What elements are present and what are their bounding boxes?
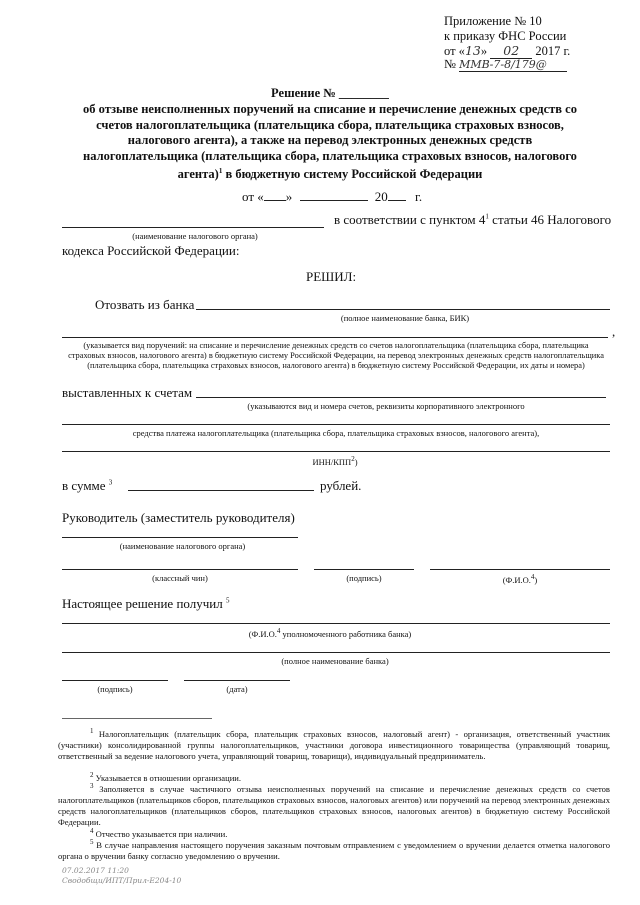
decision-title-end: в бюджетную систему Российской Федерации xyxy=(222,167,483,182)
date-from: от « xyxy=(242,189,264,204)
received-bank-caption: (полное наименование банка) xyxy=(281,656,389,666)
order-number xyxy=(444,57,567,72)
rank-caption: (классный чин) xyxy=(152,573,208,583)
head-org-caption: (наименование налогового органа) xyxy=(119,541,246,551)
bank-caption: (полное наименование банка, БИК) xyxy=(340,313,470,323)
bank-employee-fio: (Ф.И.О. xyxy=(248,628,277,639)
resolved-heading: РЕШИЛ: xyxy=(306,269,357,284)
footnote-5 xyxy=(58,837,610,862)
order-date-prefix: от « xyxy=(444,44,465,58)
bank-employee-end: уполномоченного работника банка) xyxy=(280,628,412,639)
rank-field[interactable] xyxy=(62,569,298,570)
sum-field[interactable] xyxy=(128,490,314,491)
inn-kpp-caption xyxy=(290,455,380,467)
tax-authority-caption: (наименование налогового органа) xyxy=(132,231,258,241)
footnote-3-text: Заполняется в случае частичного отзыва неисполненных поручений на списание и перечисление денежных средств со счетов налогоплательщиков (плательщиков сборов, плательщиков страховых взносов, налоговых агентов) или поручений на перевод электронных денежных средств налогоплательщиков (плательщиков сборов, плательщиков страховых взносов, налоговых агентов) в бюджетную систему Российской Федерации. xyxy=(58,783,610,827)
decision-title xyxy=(70,102,590,183)
sum-sup: 3 xyxy=(108,478,113,487)
bank-employee-caption xyxy=(200,627,460,639)
head-fio-caption xyxy=(470,573,570,585)
accounts-field-2[interactable] xyxy=(62,424,610,425)
accordance-prefix: в соответствии с пунктом 4 xyxy=(334,212,486,227)
order-date-mid: » xyxy=(480,44,488,58)
footnote-ref-1: 1 xyxy=(218,167,223,175)
head-signature-field[interactable] xyxy=(314,569,414,570)
received-label-text: Настоящее решение получил xyxy=(62,596,226,611)
revoke-label: Отозвать из банка xyxy=(95,297,195,312)
footnote-3-sup: 3 xyxy=(90,782,94,790)
sum-label-text: в сумме xyxy=(62,478,109,493)
date-day-field[interactable] xyxy=(264,200,286,201)
received-label xyxy=(62,596,229,612)
decision-heading: Решение № ________ xyxy=(271,86,389,100)
accordance-text xyxy=(334,212,611,228)
head-fio-end: ) xyxy=(534,574,538,585)
head-fio-text: (Ф.И.О. xyxy=(502,574,531,585)
received-date-caption: (дата) xyxy=(226,684,248,694)
date-year-field[interactable] xyxy=(388,200,406,201)
head-fio-field[interactable] xyxy=(430,569,610,570)
received-bank-field[interactable] xyxy=(62,652,610,653)
footnote-1 xyxy=(58,726,610,762)
print-timestamp: 07.02.2017 11:20 xyxy=(62,866,129,875)
date-close: » xyxy=(285,189,293,204)
decision-date xyxy=(242,189,422,205)
footnote-2-text: Указывается в отношении организации. xyxy=(93,772,242,783)
head-org-field[interactable] xyxy=(62,537,298,538)
accounts-field-3[interactable] xyxy=(62,451,610,452)
head-signature-caption: (подпись) xyxy=(346,573,382,583)
print-path: Сводобщи/ИПТ/Прил-Е204-10 xyxy=(62,876,182,885)
accordance-sup: 1 xyxy=(485,212,489,221)
footnote-1-sup: 1 xyxy=(90,727,94,735)
received-signature-caption: (подпись) xyxy=(97,684,133,694)
order-number-value: ММВ-7-8/179@ xyxy=(459,58,567,72)
bank-employee-sup: 4 xyxy=(276,627,281,635)
footnote-3 xyxy=(58,781,610,828)
date-year-prefix: 20 xyxy=(374,189,388,204)
accounts-label: выставленных к счетам xyxy=(62,385,193,400)
bank-employee-field[interactable] xyxy=(62,623,610,624)
received-date-field[interactable] xyxy=(184,680,290,681)
footnote-4-sup: 4 xyxy=(90,827,94,835)
order-date-month: 02 xyxy=(490,43,532,59)
accounts-caption-2: средства платежа налогоплательщика (плательщика сбора, плательщика страховых взносов, налогового агента), xyxy=(132,428,540,438)
order-reference: к приказу ФНС России xyxy=(444,29,567,43)
footnote-2-sup: 2 xyxy=(90,771,94,779)
inn-kpp-end: ) xyxy=(354,456,358,467)
received-sup: 5 xyxy=(225,596,230,605)
order-date-day: 13 xyxy=(464,43,481,58)
date-month-field[interactable] xyxy=(300,200,368,201)
footnote-5-text: В случае направления настоящего поручения заказным почтовым отправлением с уведомлением о вручении делается отметка налогового органа о вручении банку согласно уведомлению о вручении. xyxy=(58,839,610,861)
sum-label xyxy=(62,478,112,494)
appendix-number: Приложение № 10 xyxy=(444,14,542,28)
tax-code-text: кодекса Российской Федерации: xyxy=(62,243,240,258)
footnote-4-text: Отчество указывается при наличии. xyxy=(93,828,228,839)
inn-kpp-sup: 2 xyxy=(351,455,355,463)
footnote-divider xyxy=(62,718,212,719)
footnote-1-text: Налогоплательщик (плательщик сбора, плательщик страховых взносов, налоговый агент) - организация, ответственный участник (участники) консолидированной группы налогоплательщиков, участники договора инвестиционного товарищества (управляющий товарищ, ответственный за ведение налогового учета, управляющий товарищ, товарищи), индивидуальный предприниматель. xyxy=(58,728,610,761)
order-date-year: 2017 г. xyxy=(535,44,571,58)
tax-authority-field[interactable] xyxy=(62,227,324,228)
orders-field[interactable] xyxy=(62,337,608,338)
rubles-label: рублей. xyxy=(320,478,362,493)
date-year-suffix: г. xyxy=(415,189,423,204)
orders-caption: (указывается вид поручений: на списание и перечисление денежных средств со счетов налогоплательщика (плательщика сбора, плательщика страховых взносов, налогового агента) в бюджетную систему Российской Федерации, на перевод электронных денежных средств налогоплательщика (плательщика сбора, плательщика страховых взносов, налогового агента) в бюджетную систему Российской Федерации, их даты и номера) xyxy=(68,341,604,371)
orders-comma: , xyxy=(612,324,616,339)
accounts-caption-1: (указываются вид и номера счетов, реквизиты корпоративного электронного xyxy=(247,401,525,411)
order-number-prefix: № xyxy=(444,57,456,71)
bank-field[interactable] xyxy=(196,309,610,310)
decision-title-text: об отзыве неисполненных поручений на списание и перечисление денежных средств со счетов налогоплательщика (плательщика сбора, плательщика страховых взносов, налогового агента), а также на перевод электронных денежных средств налогоплательщика (плательщика сбора, плательщика страховых взносов, налогового агента) xyxy=(83,102,577,182)
received-signature-field[interactable] xyxy=(62,680,168,681)
footnote-5-sup: 5 xyxy=(90,838,94,846)
accounts-field[interactable] xyxy=(196,397,606,398)
head-label: Руководитель (заместитель руководителя) xyxy=(62,510,295,525)
head-fio-sup: 4 xyxy=(530,573,535,581)
inn-kpp-text: ИНН/КПП xyxy=(312,456,352,467)
accordance-suffix: статьи 46 Налогового xyxy=(488,212,612,227)
